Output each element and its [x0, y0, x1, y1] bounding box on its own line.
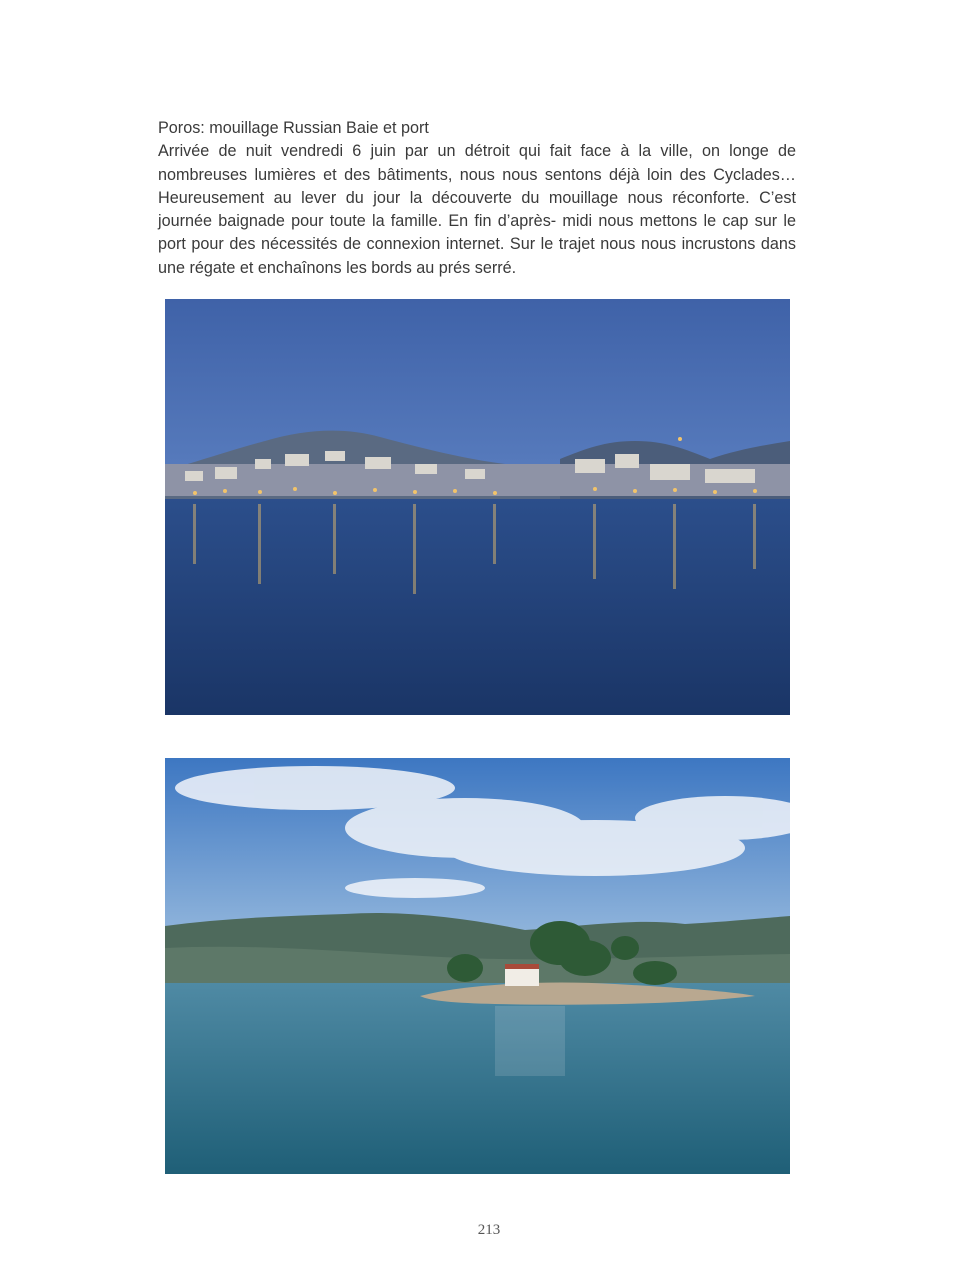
photo-islet [165, 758, 790, 1174]
islet-photo-graphic [165, 758, 790, 1174]
section-heading: Poros: mouillage Russian Baie et port [158, 119, 429, 137]
page-number: 213 [477, 1222, 501, 1238]
text-block [158, 117, 796, 280]
body-paragraph: Arrivée de nuit vendredi 6 juin par un détroit qui fait face à la ville, on longe de nombreuses lumières et des bâtiments, nous nous sentons déjà loin des Cyclades… Heureusement au lever du jour la découverte du mouillage nous réconforte. C’est journée baignade pour toute la famille. En fin d’après- midi nous mettons le cap sur le port pour des nécessités de connexion internet. Sur le trajet nous nous incrustons dans une régate et enchaînons les bords au prés serré. [158, 142, 796, 277]
dusk-photo-graphic [165, 299, 790, 715]
photo-poros-dusk [165, 299, 790, 715]
